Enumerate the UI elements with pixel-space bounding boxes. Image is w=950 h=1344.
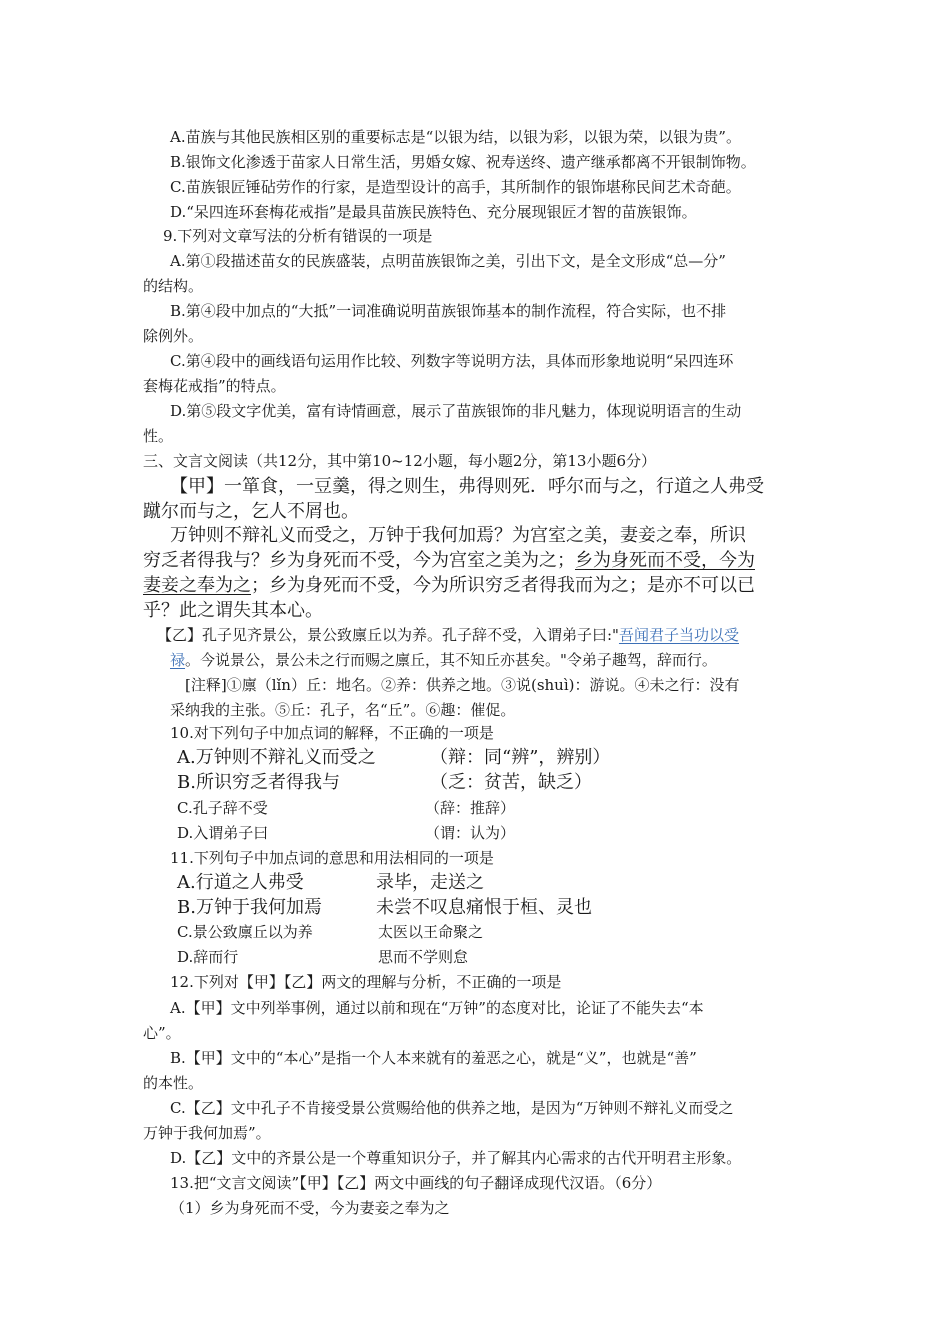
passage-jia-line4-text: 穷乏者得我与？乡为身死而不受，今为宫室之美为之；: [143, 550, 575, 571]
q10-option-a: A.万钟则不辩礼义而受之: [177, 747, 376, 768]
passage-jia-line3: 万钟则不辩礼义而受之，万钟于我何加焉？为宫室之美，妻妾之奉，所识: [170, 525, 746, 546]
passage-jia-line1: 【甲】一箪食，一豆羹，得之则生，弗得则死．呼尔而与之，行道之人弗受: [170, 476, 764, 497]
passage-yi-line2-text: 。今说景公，景公未之行而赐之廪丘，其不知丘亦甚矣。"令弟子趣驾，辞而行。: [185, 651, 717, 669]
q10-option-d: D.入谓弟子曰: [177, 824, 269, 842]
passage-yi-line1: [157, 625, 739, 645]
q11-option-a: A.行道之人弗受: [177, 872, 304, 893]
q10-stem: 10.对下列句子中加点词的解释，不正确的一项是: [170, 724, 494, 742]
q10-option-d-gloss: （谓：认为）: [425, 824, 516, 842]
passage-yi-line2: [170, 650, 717, 670]
passage-yi-line1-text: 【乙】孔子见齐景公，景公致廪丘以为养。孔子辞不受，入谓弟子曰:": [157, 626, 619, 644]
q10-option-c: C.孔子辞不受: [177, 799, 268, 817]
q10-option-a-gloss: （辩：同“辨”，辨别）: [430, 747, 611, 768]
q13-stem: 13.把“文言文阅读”【甲】【乙】两文中画线的句子翻译成现代汉语。（6分）: [170, 1174, 662, 1192]
q8-option-d: D.“呆四连环套梅花戒指”是最具苗族民族特色、充分展现银匠才智的苗族银饰。: [170, 203, 697, 221]
q8-option-b: B.银饰文化渗透于苗家人日常生活，男婚女嫁、祝寿送终、遗产继承都离不开银制饰物。: [170, 153, 756, 171]
q11-option-a-compare: 录毕，走送之: [376, 872, 484, 893]
q9-option-b-line2: 除例外。: [143, 327, 204, 345]
notes-line1: [注释]①廪（lǐn）丘：地名。②养：供养之地。③说(shuì)：游说。④未之行：没有: [185, 676, 740, 694]
q11-option-d-compare: 思而不学则怠: [378, 948, 469, 966]
passage-jia-line5-text: ；乡为身死而不受，今为所识穷乏者得我而为之；是亦不可以已: [251, 575, 755, 596]
q12-option-d-line1: D.【乙】文中的齐景公是一个尊重知识分子，并了解其内心需求的古代开明君主形象。: [170, 1149, 742, 1167]
passage-jia-line2: 蹴尔而与之，乞人不屑也。: [143, 501, 359, 522]
q12-option-b-line1: B.【甲】文中的“本心”是指一个人本来就有的羞恶之心，就是“义”，也就是“善”: [170, 1049, 697, 1067]
passage-jia-line6: 乎？此之谓失其本心。: [143, 600, 323, 621]
q11-stem: 11.下列句子中加点词的意思和用法相同的一项是: [170, 849, 494, 867]
q9-option-d-line1: D.第⑤段文字优美，富有诗情画意，展示了苗族银饰的非凡魅力，体现说明语言的生动: [170, 402, 742, 420]
q11-option-c: C.景公致廪丘以为养: [177, 923, 313, 941]
underlined-sentence-part1: 乡为身死而不受，今为: [575, 550, 755, 571]
section-heading: 三、文言文阅读（共12分，其中第10~12小题，每小题2分，第13小题6分）: [143, 452, 657, 470]
q9-option-a-line2: 的结构。: [143, 277, 204, 295]
q9-option-c-line2: 套梅花戒指”的特点。: [143, 377, 286, 395]
q11-option-d: D.辞而行: [177, 948, 239, 966]
q12-stem: 12.下列对【甲】【乙】两文的理解与分析，不正确的一项是: [170, 973, 562, 991]
q13-item1: （1）乡为身死而不受，今为妻妾之奉为之: [170, 1199, 450, 1217]
q11-option-b-compare: 未尝不叹息痛恨于桓、灵也: [376, 897, 592, 918]
notes-line2: 采纳我的主张。⑤丘：孔子，名“丘”。⑥趣：催促。: [170, 701, 516, 719]
underlined-sentence-yi-part1: 吾闻君子当功以受: [618, 626, 739, 644]
q9-option-b-line1: B.第④段中加点的“大抵”一词准确说明苗族银饰基本的制作流程，符合实际，也不排: [170, 302, 727, 320]
q12-option-b-line2: 的本性。: [143, 1074, 204, 1092]
q12-option-a-line2: 心”。: [143, 1024, 181, 1042]
q12-option-a-line1: A.【甲】文中列举事例，通过以前和现在“万钟”的态度对比，论证了不能失去“本: [170, 999, 704, 1017]
q10-option-b: B.所识穷乏者得我与: [177, 772, 340, 793]
underlined-sentence-yi-part2: 禄: [170, 651, 186, 669]
underlined-sentence-part2: 妻妾之奉为之: [143, 575, 251, 596]
q11-option-b: B.万钟于我何加焉: [177, 897, 322, 918]
q9-stem: 9.下列对文章写法的分析有错误的一项是: [163, 227, 433, 245]
q10-option-c-gloss: （辞：推辞）: [425, 799, 516, 817]
q10-option-b-gloss: （乏：贫苦，缺乏）: [430, 772, 592, 793]
q9-option-c-line1: C.第④段中的画线语句运用作比较、列数字等说明方法，具体而形象地说明“呆四连环: [170, 352, 734, 370]
q9-option-d-line2: 性。: [143, 427, 174, 445]
q8-option-c: C.苗族银匠锤砧劳作的行家，是造型设计的高手，其所制作的银饰堪称民间艺术奇葩。: [170, 178, 741, 196]
q9-option-a-line1: A.第①段描述苗女的民族盛装，点明苗族银饰之美，引出下文，是全文形成“总—分”: [170, 252, 726, 270]
q12-option-c-line1: C.【乙】文中孔子不肯接受景公赏赐给他的供养之地，是因为“万钟则不辩礼义而受之: [170, 1099, 734, 1117]
passage-jia-line4: [143, 549, 755, 573]
q12-option-c-line2: 万钟于我何加焉”。: [143, 1124, 271, 1142]
passage-jia-line5: [143, 574, 755, 598]
q11-option-c-compare: 太医以王命聚之: [378, 923, 484, 941]
q8-option-a: A.苗族与其他民族相区别的重要标志是“以银为结，以银为彩，以银为荣，以银为贵”。: [170, 128, 741, 146]
